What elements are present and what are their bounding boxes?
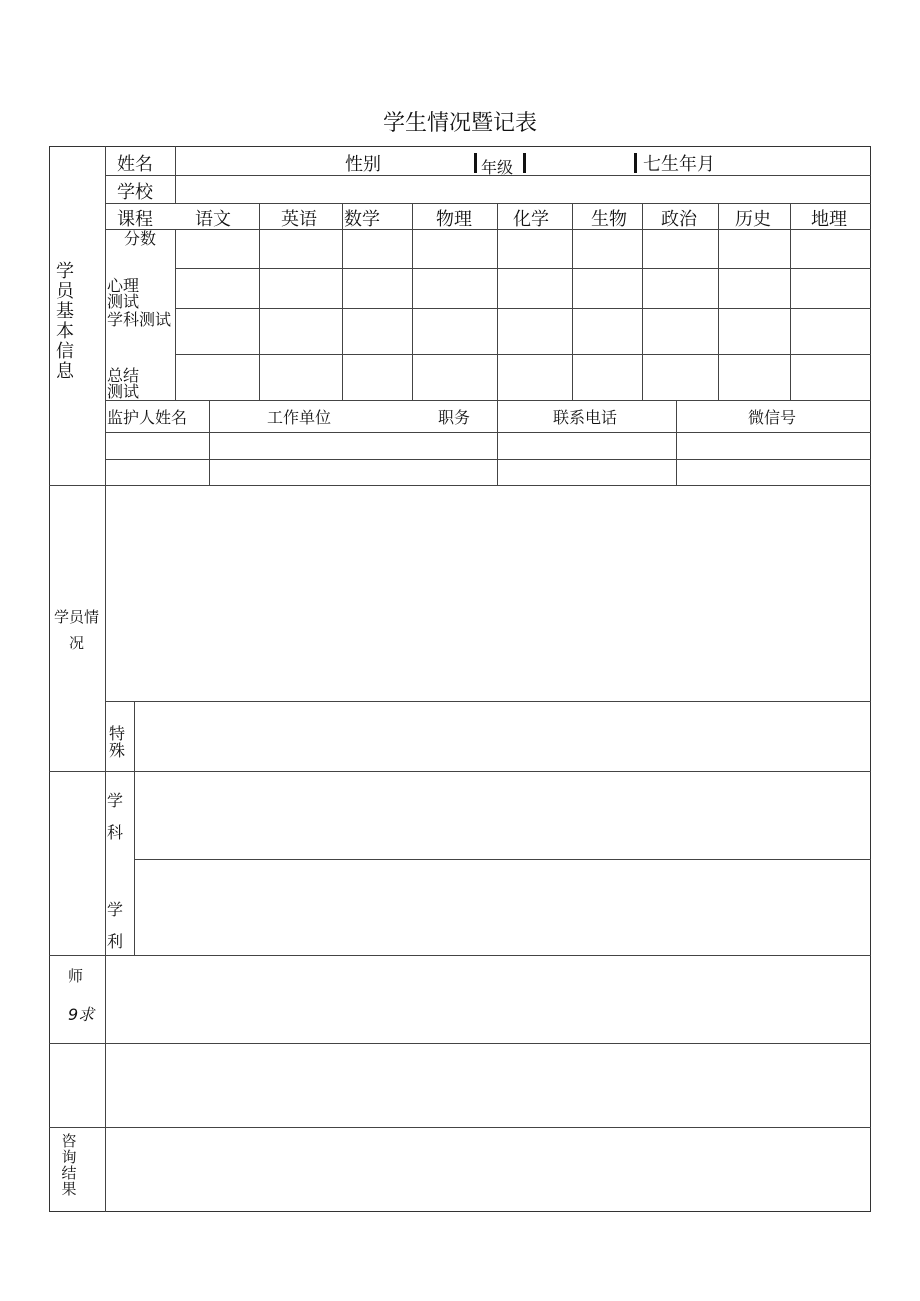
position-header: 职务 <box>438 408 471 427</box>
subject-input-area[interactable] <box>135 772 870 858</box>
col-line <box>718 203 719 400</box>
special-label: 殊 <box>109 741 126 760</box>
course-label: 课程 <box>117 209 153 230</box>
teacher-label: 师 <box>68 967 84 985</box>
basic-info-section-label: 学员基本信息 <box>56 261 74 382</box>
subject-header: 化学 <box>513 209 549 230</box>
summary-test-label: 总结 <box>107 366 140 385</box>
col-line <box>412 203 413 400</box>
name-input-cell[interactable] <box>176 147 342 174</box>
subject-header: 语文 <box>195 209 231 230</box>
row-line <box>175 354 871 355</box>
col-line <box>572 203 573 400</box>
col-line <box>175 229 176 400</box>
subject-row-label: 学 <box>107 791 124 810</box>
psych-test-label: 心理 <box>107 276 140 295</box>
special-label: 特 <box>109 724 126 743</box>
subject-input-area[interactable] <box>135 860 870 954</box>
subject-header: 数学 <box>344 209 380 230</box>
row-line <box>105 459 871 460</box>
score-label: 分数 <box>124 229 157 248</box>
student-situation-label: 学员情 <box>54 608 100 626</box>
row-line <box>175 268 871 269</box>
wechat-header: 微信号 <box>748 408 797 427</box>
subject-header: 物理 <box>436 209 472 230</box>
subject-header: 地理 <box>811 209 847 230</box>
name-label: 姓名 <box>117 154 153 175</box>
row-line <box>175 308 871 309</box>
marker-bar <box>523 153 526 173</box>
col-line <box>259 203 260 400</box>
subject-row-label: 学 <box>107 900 124 919</box>
col-line <box>676 400 677 485</box>
blank-input-area[interactable] <box>106 1044 870 1126</box>
birth-label: 七生年月 <box>643 154 715 175</box>
col-line <box>790 203 791 400</box>
summary-test-label: 测试 <box>107 382 140 401</box>
row-line <box>105 432 871 433</box>
subject-row-label: 利 <box>107 932 124 951</box>
col-line <box>342 203 343 400</box>
row-line <box>105 400 871 401</box>
special-input-area[interactable] <box>135 702 870 770</box>
gender-label: 性别 <box>345 154 381 175</box>
col-line <box>642 203 643 400</box>
marker-bar <box>634 153 637 173</box>
subject-header: 政治 <box>661 209 697 230</box>
teacher-input-area[interactable] <box>106 956 870 1042</box>
subject-test-label: 学科测试 <box>107 310 172 329</box>
phone-header: 联系电话 <box>553 408 618 427</box>
psych-test-label: 测试 <box>107 292 140 311</box>
form-title: 学生情况暨记表 <box>382 111 537 136</box>
grade-label: 年级 <box>481 158 514 177</box>
consult-result-label: 咨询结果 <box>61 1132 77 1198</box>
school-label: 学校 <box>117 182 153 203</box>
marker-bar <box>474 153 477 173</box>
subject-header: 历史 <box>735 209 771 230</box>
student-situation-label: 况 <box>69 634 85 652</box>
student-situation-input-area[interactable] <box>106 486 870 700</box>
subject-row-label: 科 <box>107 823 124 842</box>
col-line <box>497 203 498 485</box>
row-line <box>105 203 871 204</box>
school-input-cell[interactable] <box>176 176 870 202</box>
guardian-name-header: 监护人姓名 <box>107 408 188 427</box>
teacher-label: 9求 <box>68 1005 95 1024</box>
subject-header: 生物 <box>591 209 627 230</box>
subject-header: 英语 <box>281 209 317 230</box>
col-line <box>209 400 210 485</box>
work-unit-header: 工作单位 <box>267 408 332 427</box>
consult-result-input-area[interactable] <box>106 1128 870 1211</box>
